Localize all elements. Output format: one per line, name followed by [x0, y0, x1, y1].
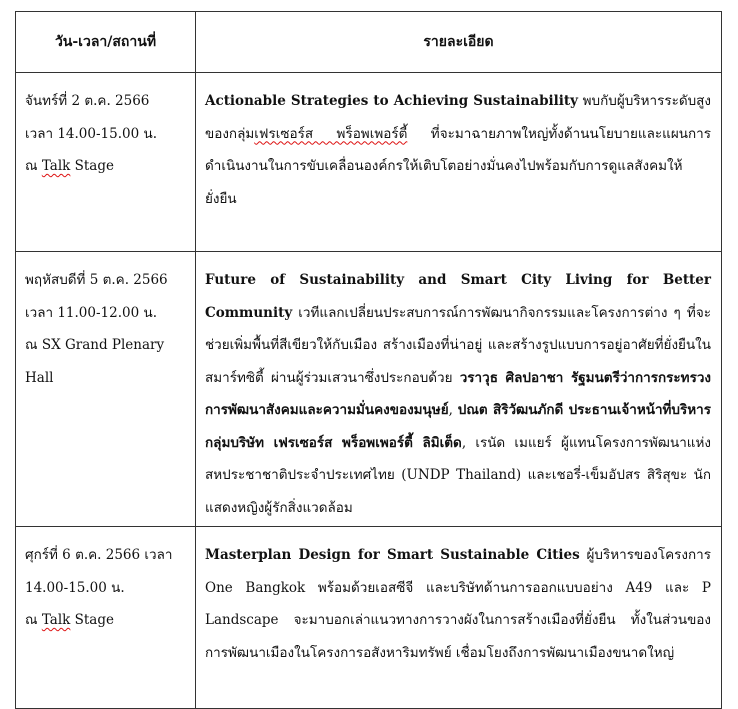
event-time: 14.00-15.00 น. [25, 579, 125, 596]
event-venue: ณ Talk Stage [25, 612, 114, 628]
schedule-when-cell [16, 252, 196, 527]
event-date: พฤหัสบดีที่ 5 ต.ค. 2566 [25, 272, 168, 288]
event-venue: ณ SX Grand Plenary Hall [25, 337, 165, 386]
schedule-detail-cell: Actionable Strategies to Achieving Sustainability พบกับผู้บริหารระดับสูงของกลุ่มเฟรเซอร์ส พร็อพเพอร์ตี้ ที่จะมาฉายภาพใหญ่ทั้งด้านนโยบายและแผนการดำเนินงานในการขับเคลื่อนองค์กรให้เติบโตอย่างมั่นคงไปพร้อมกับการดูแลสังคมให้ยั่งยืน [196, 73, 722, 252]
schedule-detail-cell: Masterplan Design for Smart Sustainable Cities ผู้บริหารของโครงการ One Bangkok พร้อมด้วยเอสซีจี และบริษัทด้านการออกแบบอย่าง A49 และ P Landscape จะมาบอกเล่าแนวทางการวางผังในการสร้างเมืองที่ยั่งยืน ทั้งในส่วนของการพัฒนาเมืองในโครงการอสังหาริมทรัพย์ เชื่อมโยงถึงการพัฒนาเมืองขนาดใหญ่ [196, 527, 722, 709]
table-row [16, 252, 722, 527]
schedule-when-cell [16, 73, 196, 252]
event-title: Actionable Strategies to Achieving Sustainability [205, 93, 578, 109]
speaker-2: ปณต สิริวัฒนภักดี ประธานเจ้าหน้าที่บริหาร กลุ่มบริษัท เฟรเซอร์ส พร็อพเพอร์ตี้ ลิมิเต็ด [205, 402, 711, 451]
schedule-detail-cell: Future of Sustainability and Smart City Living for Better Community เวทีแลกเปลี่ยนประสบการณ์การพัฒนากิจกรรมและโครงการต่าง ๆ ที่จะช่วยเพิ่มพื้นที่สีเขียวให้กับเมือง สร้างเมืองที่น่าอยู่ และสร้างรูปแบบการอยู่อาศัยที่ยั่งยืนในสมาร์ทซิตี้ ผ่านผู้ร่วมเสวนาซึ่งประกอบด้วย วราวุธ ศิลปอาชา รัฐมนตรีว่าการกระทรวงการพัฒนาสังคมและความมั่นคงของมนุษย์, ปณต สิริวัฒนภักดี ประธานเจ้าหน้าที่บริหาร กลุ่มบริษัท เฟรเซอร์ส พร็อพเพอร์ตี้ ลิมิเต็ด, เรนัด เมแยร์ ผู้แทนโครงการพัฒนาแห่งสหประชาชาติประจำประเทศไทย (UNDP Thailand) และเชอรี่-เข็มอัปสร สิริสุขะ นักแสดงหญิงผู้รักสิ่งแวดล้อม [196, 252, 722, 527]
header-when: วัน-เวลา/สถานที่ [16, 12, 196, 73]
event-date: ศุกร์ที่ 6 ต.ค. 2566 เวลา [25, 547, 173, 563]
table-row [16, 527, 722, 709]
event-venue: ณ Talk Stage [25, 158, 114, 174]
event-date: จันทร์ที่ 2 ต.ค. 2566 [25, 93, 150, 109]
event-time: เวลา 11.00-12.00 น. [25, 304, 158, 321]
event-time: เวลา 14.00-15.00 น. [25, 125, 158, 142]
event-title: Future of Sustainability and Smart City Living for Better Community [205, 272, 711, 321]
event-title: Masterplan Design for Smart Sustainable Cities [205, 547, 580, 563]
schedule-table [15, 11, 722, 709]
schedule-when-cell [16, 527, 196, 709]
speaker-1: วราวุธ ศิลปอาชา รัฐมนตรีว่าการกระทรวงการพัฒนาสังคมและความมั่นคงของมนุษย์ [205, 369, 711, 418]
table-row [16, 73, 722, 252]
header-row [16, 12, 722, 73]
header-detail: รายละเอียด [196, 12, 722, 73]
